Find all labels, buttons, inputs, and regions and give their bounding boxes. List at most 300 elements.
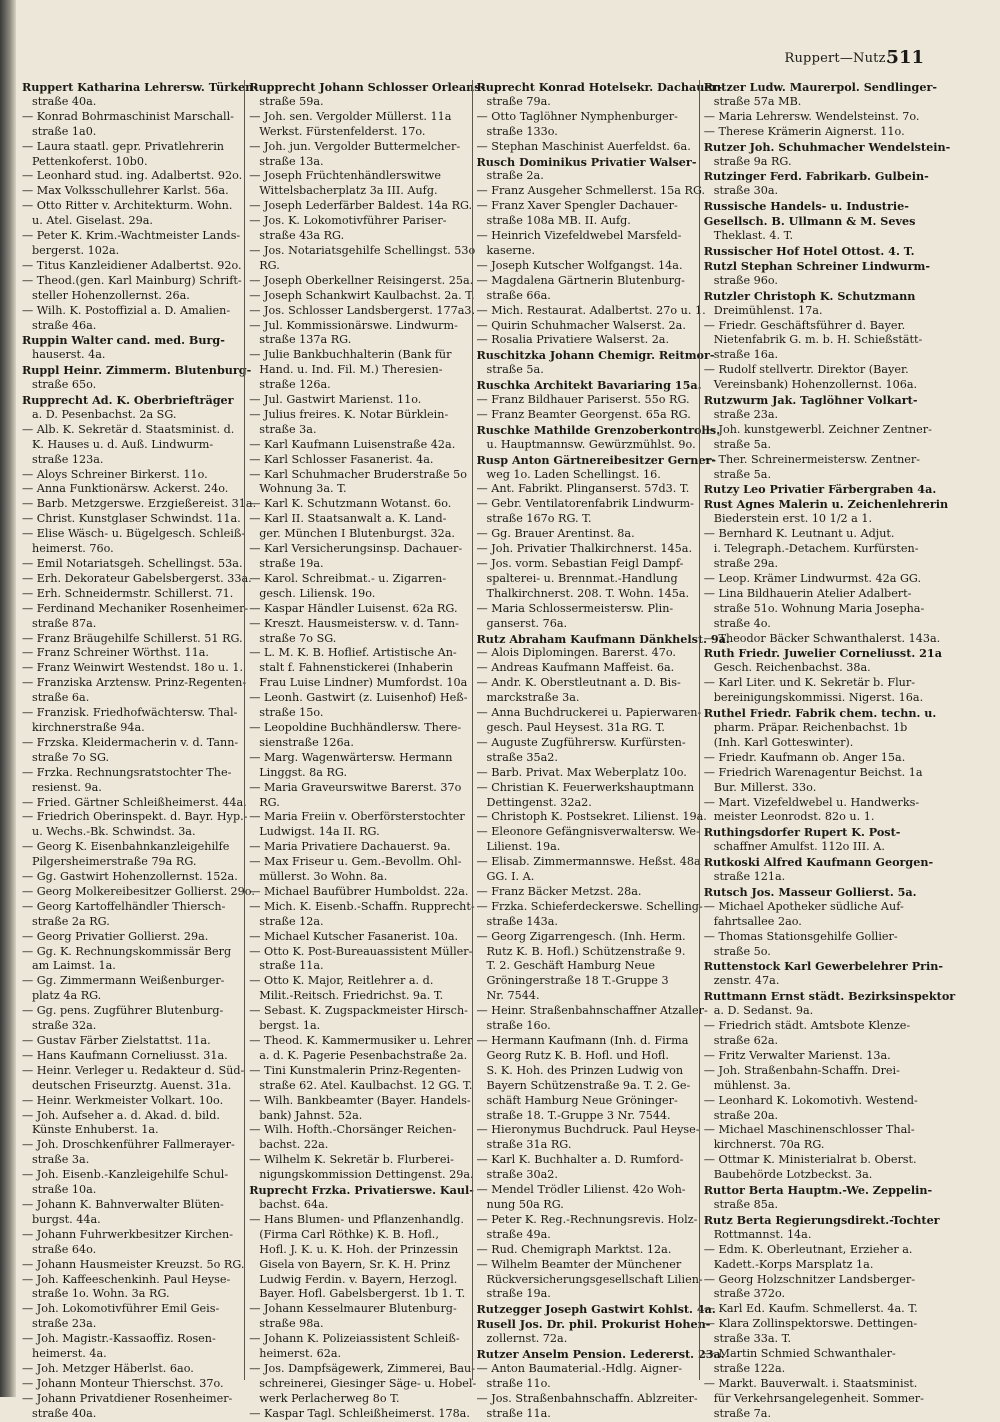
directory-line: straße 4o. (713, 616, 771, 630)
directory-line: — Mendel Trödler Lilienst. 42o Woh- (476, 1183, 686, 1197)
directory-line: Hand. u. Ind. Fil. M.) Theresien- (259, 363, 443, 377)
directory-line: — Michael Baufübrer Humboldst. 22a. (249, 884, 469, 898)
directory-line: spalterei- u. Brennmat.-Handlung (486, 571, 678, 585)
directory-line: — Rosalia Privatiere Walserst. 2a. (476, 333, 670, 347)
directory-line: bachst. 64a. (259, 1197, 329, 1211)
column-1 (18, 80, 258, 1420)
directory-line: — Joseph Kutscher Wolfgangst. 14a. (476, 258, 683, 272)
surname-entry: Rusp Anton Gärtnereibesitzer Gerner- (476, 452, 717, 467)
directory-line: straße 11o. (486, 1376, 551, 1390)
directory-line: straße 5a. (713, 437, 771, 451)
directory-line: — Michael Apotheker südliche Auf- (703, 899, 904, 913)
directory-line: — Theodor Bäcker Schwanthalerst. 143a. (703, 631, 941, 645)
directory-line: zollernst. 72a. (486, 1332, 568, 1346)
directory-line: — Michael Kutscher Fasanerist. 10a. (249, 929, 459, 943)
directory-line: straße 40a. (32, 94, 97, 108)
directory-line: straße 43a RG. (259, 229, 345, 243)
directory-line: — Franz Xaver Spengler Dachauer- (476, 199, 678, 213)
directory-line: — Quirin Schuhmacher Walserst. 2a. (476, 318, 686, 332)
surname-entry: Rutsch Jos. Masseur Gollierst. 5a. (703, 884, 917, 899)
directory-line: straße 12a. (259, 914, 324, 928)
directory-line: straße 126a. (259, 378, 331, 392)
surname-entry: Rutz Abraham Kaufmann Dänkhelst. 9a. (476, 631, 730, 646)
directory-line: straße 66a. (486, 288, 551, 302)
directory-line: sienstraße 126a. (259, 735, 354, 749)
directory-line: für Verkehrsangelegenheit. Sommer- (713, 1391, 924, 1405)
directory-line: deutschen Friseurztg. Auenst. 31a. (32, 1078, 232, 1092)
directory-line: — Frzska. Kleidermacherin v. d. Tann- (22, 735, 239, 749)
directory-line: straße 1a0. (32, 124, 97, 138)
directory-line: Rückversicherungsgesellschaft Lilien- (486, 1272, 703, 1286)
directory-line: zenstr. 47a. (713, 974, 780, 988)
directory-line: Theklast. 4. T. (713, 229, 794, 243)
directory-line: straße 7o SG. (32, 750, 110, 764)
directory-line: — Hieronymus Buchdruck. Paul Heyse- (476, 1123, 700, 1137)
directory-line: — Heinr. Verleger u. Redakteur d. Süd- (22, 1063, 245, 1077)
directory-line: — Martin Schmied Schwanthaler- (703, 1347, 896, 1361)
directory-line: — Hermann Kaufmann (Inh. d. Firma (476, 1034, 689, 1047)
directory-line: Linggst. 8a RG. (259, 765, 347, 779)
surname-entry: Rutzer Joh. Schuhmacher Wendelstein- (703, 139, 951, 154)
surname-entry: Ruschke Mathilde Grenzoberkontrolls. (476, 422, 721, 437)
directory-line: GG. I. A. (486, 870, 535, 884)
directory-line: — Marg. Wagenwärtersw. Hermann (249, 750, 453, 764)
directory-line: — Anna Funktionärsw. Ackerst. 24o. (22, 482, 229, 496)
directory-line: — Peter K. Reg.-Rechnungsrevis. Holz- (476, 1212, 698, 1226)
directory-line: — Franz Bäcker Metzst. 28a. (476, 884, 642, 898)
directory-line: — Joh. Metzger Häberlst. 6ao. (22, 1361, 194, 1375)
directory-line: — Jul. Kommissionärswe. Lindwurm- (249, 318, 458, 332)
directory-line: — Jos. Schlosser Landsbergerst. 177a3. (249, 303, 476, 317)
directory-line: — Gg. Zimmermann Weißenburger- (22, 974, 225, 988)
surname-entry: Ruppert Katharina Lehrersw. Türken- (22, 80, 258, 94)
directory-line: — Gg. pens. Zugführer Blutenburg- (22, 1004, 224, 1018)
directory-line: Werkst. Fürstenfelderst. 17o. (259, 124, 426, 138)
directory-line: — Joh. Straßenbahn-Schaffn. Drei- (703, 1063, 900, 1077)
directory-line: straße 62a. (713, 1034, 779, 1047)
directory-line: stalt f. Fahnenstickerei (Inhaberin (259, 661, 453, 675)
directory-line: straße 13a. (259, 154, 324, 168)
directory-line: — Aloys Schreiner Birkerst. 11o. (22, 467, 208, 481)
directory-line: hauserst. 4a. (32, 348, 106, 362)
directory-line: — Franziska Arztensw. Prinz-Regenten- (22, 676, 247, 690)
directory-line: straße 64o. (32, 1242, 97, 1256)
directory-line: fahrtsallee 2ao. (713, 914, 802, 928)
directory-line: (Firma Carl Röthke) K. B. Hofl., (259, 1227, 439, 1241)
directory-line: Milit.-Reitsch. Friedrichst. 9a. T. (259, 989, 444, 1003)
directory-line: — Joh. Privatier Thalkirchnerst. 145a. (476, 542, 693, 556)
directory-line: — Jos. Straßenbahnschaffn. Ablzreiter- (476, 1391, 698, 1405)
directory-line: a. d. K. Pagerie Pesenbachstraße 2a. (259, 1048, 468, 1062)
directory-line: straße 5a. (486, 363, 544, 377)
surname-entry: Ruschitzka Johann Chemigr. Reitmor- (476, 348, 715, 363)
directory-line: — Karl Schlosser Fasanerist. 4a. (249, 452, 434, 466)
directory-line: — Joseph Lederfärber Baldest. 14a RG. (249, 199, 473, 213)
directory-line: — Christian K. Feuerwerkshauptmann (476, 780, 695, 794)
directory-line: — Alois Diplomingen. Barerst. 47o. (476, 646, 676, 660)
directory-line: werk Perlacherweg 8o T. (259, 1391, 400, 1405)
directory-line: — Konrad Bohrmaschinist Marschall- (22, 109, 234, 123)
directory-line: a. D. Pesenbachst. 2a SG. (32, 407, 177, 421)
directory-line: — Michael Maschinenschlosser Thal- (703, 1123, 915, 1137)
directory-line: Pilgersheimerstraße 79a RG. (32, 855, 197, 869)
directory-line: — Klara Zollinspektorswe. Dettingen- (703, 1317, 918, 1331)
directory-line: — Leop. Krämer Lindwurmst. 42a GG. (703, 571, 922, 585)
directory-line: — Elise Wäsch- u. Bügelgesch. Schleiß- (22, 527, 246, 541)
surname-entry: Ruttor Berta Hauptm.-We. Zeppelin- (703, 1183, 933, 1198)
directory-line: — Jos. K. Lokomotivführer Pariser- (249, 214, 447, 228)
directory-line: — Joh. Kaffeeschenkinh. Paul Heyse- (22, 1272, 231, 1286)
directory-line: — Max Friseur u. Gem.-Bevollm. Ohl- (249, 855, 462, 869)
directory-line: straße 18. T.-Gruppe 3 Nr. 7544. (486, 1108, 671, 1122)
surname-entry: Rusell Jos. Dr. phil. Prokurist Hohen- (476, 1317, 711, 1332)
surname-entry: Rutzwurm Jak. Taglöhner Volkart- (703, 393, 918, 408)
directory-line: straße 143a. (486, 914, 558, 928)
directory-line: am Laimst. 1a. (32, 959, 116, 973)
directory-line: — Friedrich Warenagentur Beichst. 1a (703, 765, 923, 779)
surname-entry: Rutzinger Ferd. Fabrikarb. Gulbein- (703, 169, 929, 184)
surname-entry: Ruthingsdorfer Rupert K. Post- (703, 825, 901, 840)
surname-entry: Ruttmann Ernst städt. Bezirksinspektor (703, 989, 956, 1004)
directory-line: straße 62. Atel. Kaulbachst. 12 GG. T. (259, 1078, 473, 1092)
surname-entry: Ruttenstock Karl Gewerbelehrer Prin- (703, 959, 944, 974)
directory-line: straße 65o. (32, 378, 97, 392)
directory-line: straße 85a. (713, 1197, 779, 1211)
running-head: Ruppert—Nutz. (784, 51, 890, 66)
directory-line: — Georg Molkereibesitzer Gollierst. 29o. (22, 884, 255, 898)
directory-line: — Gebr. Ventilatorenfabrik Lindwurm- (476, 497, 694, 511)
directory-line: Baubehörde Lotzbeckst. 3a. (713, 1168, 873, 1182)
directory-line: — Leonh. Gastwirt (z. Luisenhof) Heß- (249, 691, 468, 705)
directory-line: — Georg K. Eisenbahnkanzleigehilfe (22, 840, 230, 854)
directory-line: i. Telegraph.-Detachem. Kurfürsten- (713, 542, 919, 556)
directory-line: straße 96o. (713, 273, 778, 287)
directory-line: — Johann Monteur Thierschst. 37o. (22, 1376, 224, 1390)
directory-line: — Karl Ed. Kaufm. Schmellerst. 4a. T. (703, 1302, 918, 1316)
directory-line: — Frzka. Schieferdeckerswe. Schelling- (476, 899, 703, 913)
directory-line: — Elisab. Zimmermannswe. Heßst. 48a (476, 855, 701, 869)
directory-line: — Friedr. Kaufmann ob. Anger 15a. (703, 750, 906, 764)
directory-line: straße 31a RG. (486, 1138, 572, 1152)
directory-line: Künste Enhuberst. 1a. (32, 1123, 159, 1137)
directory-line: u. Wechs.-Bk. Schwindst. 3a. (32, 825, 196, 839)
directory-line: Gesch. Reichenbachst. 38a. (713, 661, 871, 675)
directory-line: a. D. Sedanst. 9a. (713, 1004, 814, 1018)
directory-line: — Tini Kunstmalerin Prinz-Regenten- (249, 1063, 461, 1077)
directory-line: — Theod. K. Kammermusiker u. Lehrer (249, 1034, 473, 1047)
surname-entry: Ruprecht Konrad Hotelsekr. Dachauer- (476, 80, 723, 94)
directory-line: — Sebast. K. Zugspackmeister Hirsch- (249, 1004, 468, 1018)
directory-line: straße 59a. (259, 94, 324, 108)
directory-line: — Franz Bräugehilfe Schillerst. 51 RG. (22, 631, 243, 645)
directory-line: straße 79a. (486, 94, 551, 108)
directory-line: — Auguste Zugführersw. Kurfürsten- (476, 735, 686, 749)
directory-line: Pettenkoferst. 10b0. (32, 154, 148, 168)
surname-entry: Rutzegger Joseph Gastwirt Kohlst. 4a. (476, 1302, 716, 1317)
directory-line: — Franz Schreiner Wörthst. 11a. (22, 646, 209, 660)
column-4 (699, 80, 956, 1420)
directory-line: — Lina Bildhauerin Atelier Adalbert- (703, 586, 912, 600)
directory-line: — Wilh. Hofth.-Chorsänger Reichen- (249, 1123, 457, 1137)
directory-line: — Frzka. Rechnungsratstochter The- (22, 765, 232, 779)
directory-line: — Hans Kaufmann Corneliusst. 31a. (22, 1048, 228, 1062)
directory-line: Bur. Millerst. 33o. (713, 780, 817, 794)
directory-line: — Joh. sen. Vergolder Müllerst. 11a (249, 109, 452, 123)
directory-line: — Peter K. Krim.-Wachtmeister Lands- (22, 229, 241, 243)
directory-line: — Barb. Metzgerswe. Erzgießereist. 31a. (22, 497, 257, 511)
directory-line: straße 3a. (32, 1153, 90, 1167)
directory-line: ganserst. 76a. (486, 616, 568, 630)
directory-line: nung 50a RG. (486, 1197, 564, 1211)
directory-line: straße 46a. (32, 318, 97, 332)
directory-line: — Joh. Eisenb.-Kanzleigehilfe Schul- (22, 1168, 229, 1182)
directory-line: — Titus Kanzleidiener Adalbertst. 92o. (22, 258, 242, 272)
book-gutter (0, 0, 16, 1397)
directory-line: — Mich. Restaurat. Adalbertst. 27o u. 1. (476, 303, 706, 317)
directory-line: straße 11a. (486, 1406, 551, 1420)
directory-line: Wohnung 3a. T. (259, 482, 347, 496)
directory-line: pharm. Präpar. Reichenbachst. 1b (713, 720, 908, 734)
directory-line: heimerst. 4a. (32, 1347, 107, 1361)
directory-line: Georg Rutz K. B. Hofl. und Hofl. (486, 1048, 669, 1062)
directory-line: — Anna Buchdruckerei u. Papierwaren- (476, 706, 702, 720)
directory-line: — Gg. Brauer Arentinst. 8a. (476, 527, 635, 541)
directory-line: Thalkirchnerst. 208. T. Wohn. 145a. (486, 586, 690, 600)
directory-line: Rottmannst. 14a. (713, 1227, 812, 1241)
directory-line: straße 19a. (486, 1287, 551, 1301)
directory-line: RG. (259, 795, 280, 809)
page-header (0, 46, 1000, 72)
surname-entry: Rutzl Stephan Schreiner Lindwurm- (703, 258, 930, 273)
directory-line: straße 49a. (486, 1227, 551, 1241)
directory-line: resienst. 9a. (32, 780, 102, 794)
directory-line: gesch. Paul Heysest. 31a RG. T. (486, 720, 665, 734)
directory-line: — Julie Bankbuchhalterin (Bank für (249, 348, 452, 362)
directory-line: Gröningerstraße 18 T.-Gruppe 3 (486, 974, 669, 988)
directory-line: Kadett.-Korps Marsplatz 1a. (713, 1257, 874, 1271)
directory-line: — Andr. K. Oberstleutnant a. D. Bis- (476, 676, 681, 690)
directory-line: — Johann Privatdiener Rosenheimer- (22, 1391, 233, 1405)
directory-line: weg 1o. Laden Schellingst. 16. (486, 467, 661, 481)
directory-line: — Otto K. Major, Reitlehrer a. d. (249, 974, 434, 988)
directory-line: — Wilh. Bankbeamter (Bayer. Handels- (249, 1093, 471, 1107)
directory-line: — Friedr. Geschäftsführer d. Bayer. (703, 318, 906, 332)
surname-entry: Rusch Dominikus Privatier Walser- (476, 154, 697, 169)
directory-line: platz 4a RG. (32, 989, 102, 1003)
directory-line: straße 7a. (713, 1406, 771, 1420)
directory-line: straße 167o RG. T. (486, 512, 592, 526)
directory-line: — Julius freires. K. Notar Bürklein- (249, 407, 449, 421)
directory-line: schreinerei, Giesinger Säge- u. Hobel- (259, 1376, 477, 1390)
directory-line: — Jos. Dampfsägewerk, Zimmerei, Bau- (249, 1361, 475, 1375)
directory-line: bergerst. 102a. (32, 243, 120, 257)
directory-line: — Johann Fuhrwerkbesitzer Kirchen- (22, 1227, 234, 1241)
directory-line: — Emil Notariatsgeh. Schellingst. 53a. (22, 557, 243, 570)
directory-line: — Gg. Gastwirt Hohenzollernst. 152a. (22, 870, 238, 884)
directory-line: — Franz Ausgeher Schmellerst. 15a RG. (476, 184, 706, 198)
page-number: 511 (886, 47, 924, 68)
directory-line: — Friedrich städt. Amtsbote Klenze- (703, 1019, 911, 1033)
directory-line: — Maria Freiin v. Oberförsterstochter (249, 810, 465, 824)
directory-line: Bayer. Hofl. Gabelsbergerst. 1b 1. T. (259, 1287, 466, 1301)
directory-line: — Georg Kartoffelhändler Thiersch- (22, 899, 226, 913)
surname-entry: Rutzler Christoph K. Schutzmann (703, 288, 916, 303)
directory-line: — Gustav Färber Zielstattst. 11a. (22, 1034, 211, 1047)
directory-line: Bayern Schützenstraße 9a. T. 2. Ge- (486, 1078, 691, 1092)
directory-line: Vereinsbank) Hohenzollernst. 106a. (713, 378, 918, 392)
directory-line: straße 98a. (259, 1317, 324, 1331)
directory-line: Rutz K. B. Hofl.) Schützenstraße 9. (486, 944, 686, 958)
directory-line: straße 16o. (486, 1019, 551, 1033)
directory-line: — Fried. Gärtner Schleißheimerst. 44a. (22, 795, 247, 809)
directory-line: Nietenfabrik G. m. b. H. Schießstätt- (713, 333, 923, 347)
directory-line: straße 5o. (713, 944, 771, 958)
directory-line: (Inh. Karl Gotteswinter). (713, 735, 854, 749)
directory-line: — Karl K. Buchhalter a. D. Rumford- (476, 1153, 684, 1167)
directory-line: straße 7o SG. (259, 631, 337, 645)
directory-line: — Christ. Kunstglaser Schwindst. 11a. (22, 512, 241, 526)
directory-line: — Karl Liter. und K. Sekretär b. Flur- (703, 676, 916, 690)
directory-line: Biederstein erst. 10 1/2 a 1. (713, 512, 873, 526)
directory-line: kaserne. (486, 243, 536, 257)
directory-line: gesch. Liliensk. 19o. (259, 586, 376, 600)
directory-line: — Karol. Schreibmat.- u. Zigarren- (249, 571, 447, 585)
directory-line: — Maria Graveurswitwe Barerst. 37o (249, 780, 462, 794)
directory-line: bereinigungskommissi. Nigerst. 16a. (713, 691, 924, 705)
directory-columns (18, 80, 956, 1420)
surname-entry: Ruprecht Frzka. Privatierswe. Kaul- (249, 1183, 474, 1198)
surname-entry: Russische Handels- u. Industrie- (703, 199, 909, 214)
directory-line: u. Atel. Giselast. 29a. (32, 214, 153, 228)
directory-line: Ludwigst. 14a II. RG. (259, 825, 380, 839)
directory-line: — Max Volksschullehrer Karlst. 56a. (22, 184, 229, 198)
directory-line: Frau Luise Lindner) Mumfordst. 10a (259, 676, 468, 690)
directory-line: — Maria Schlossermeistersw. Plin- (476, 601, 674, 615)
directory-line: — Georg Holzschnitzer Landsberger- (703, 1272, 915, 1286)
surname-entry: Ruschka Architekt Bavariaring 15a. (476, 378, 702, 393)
directory-line: — Maria Lehrersw. Wendelsteinst. 7o. (703, 109, 920, 123)
surname-entry: Rupprecht Ad. K. Oberbriefträger (22, 393, 234, 408)
directory-line: straße 108a MB. II. Aufg. (486, 214, 631, 228)
directory-line: — Karl K. Schutzmann Wotanst. 6o. (249, 497, 452, 511)
directory-line: kirchnerstraße 94a. (32, 720, 145, 734)
surname-entry: Ruthel Friedr. Fabrik chem. techn. u. (703, 706, 937, 721)
directory-line: — Joh. Lokomotivführer Emil Geis- (22, 1302, 220, 1316)
directory-line: — Fritz Verwalter Marienst. 13a. (703, 1048, 891, 1062)
surname-entry: Rutzy Leo Privatier Färbergraben 4a. (703, 482, 937, 497)
directory-line: — Rudolf stellvertr. Direktor (Bayer. (703, 363, 909, 377)
directory-line: straße 15o. (259, 706, 324, 720)
directory-line: — Kreszt. Hausmeistersw. v. d. Tann- (249, 616, 459, 630)
directory-line: steller Hohenzollernst. 26a. (32, 288, 190, 302)
directory-line: nigungskommission Dettingenst. 29a. (259, 1168, 474, 1182)
directory-line: — Jos. Notariatsgehilfe Schellingst. 53o (249, 243, 476, 257)
directory-line: — Eleonore Gefängnisverwaltersw. We- (476, 825, 700, 839)
directory-line: — Jos. vorm. Sebastian Feigl Dampf- (476, 557, 684, 570)
directory-line: — Alb. K. Sekretär d. Staatsminist. d. (22, 422, 235, 436)
directory-line: — Joh. Aufseher a. d. Akad. d. bild. (22, 1108, 220, 1122)
directory-line: — Johann K. Bahnverwalter Blüten- (22, 1197, 224, 1211)
surname-entry: Ruth Friedr. Juwelier Corneliusst. 21a (703, 646, 942, 661)
directory-line: — Edm. K. Oberleutnant, Erzieher a. (703, 1242, 913, 1256)
directory-line: — Maria Privatiere Dachauerst. 9a. (249, 840, 451, 854)
directory-line: burgst. 44a. (32, 1212, 101, 1226)
directory-line: — Leopoldine Buchhändlersw. There- (249, 720, 462, 734)
directory-line: — Joseph Früchtenhändlerswitwe (249, 169, 441, 183)
directory-line: bank) Jahnst. 52a. (259, 1108, 363, 1122)
column-3 (472, 80, 730, 1420)
directory-line: — Kaspar Tagl. Schleißheimerst. 178a. (249, 1406, 470, 1420)
directory-line: marckstraße 3a. (486, 691, 580, 705)
directory-line: — Joh. Magistr.-Kassaoffiz. Rosen- (22, 1332, 216, 1346)
directory-line: straße 51o. Wohnung Maria Josepha- (713, 601, 925, 615)
directory-line: — Ferdinand Mechaniker Rosenheimer- (22, 601, 249, 615)
directory-line: — Johann K. Polizeiassistent Schleiß- (249, 1332, 460, 1346)
directory-line: straße 2a RG. (32, 914, 110, 928)
directory-line: straße 3a. (259, 422, 317, 436)
surname-entry: Rupprecht Johann Schlosser Orleans- (249, 80, 486, 94)
directory-line: straße 19a. (259, 557, 324, 570)
directory-line: — L. M. K. B. Hoflief. Artistische An- (249, 646, 457, 660)
directory-line: — Ottmar K. Ministerialrat b. Oberst. (703, 1153, 917, 1167)
directory-line: straße 2a. (486, 169, 544, 183)
directory-line: bergst. 1a. (259, 1019, 321, 1033)
directory-line: straße 57a MB. (713, 94, 802, 108)
directory-line: S. K. Hoh. des Prinzen Ludwig von (486, 1063, 684, 1077)
directory-line: — Heinrich Vizefeldwebel Marsfeld- (476, 229, 682, 243)
directory-line: — Ther. Schreinermeistersw. Zentner- (703, 452, 921, 466)
directory-line: — Georg Zigarrengesch. (Inh. Herm. (476, 929, 686, 943)
directory-line: — Stephan Maschinist Auerfeldst. 6a. (476, 139, 691, 153)
directory-line: — Leonhard stud. ing. Adalbertst. 92o. (22, 169, 243, 183)
directory-line: — Gg. K. Rechnungskommissär Berg (22, 944, 232, 958)
directory-line: Hofl. J. K. u. K. Hoh. der Prinzessin (259, 1242, 459, 1256)
directory-line: — Karl Schuhmacher Bruderstraße 5o (249, 467, 467, 481)
directory-line: straße 11a. (259, 959, 324, 973)
directory-line: — Laura staatl. gepr. Privatlehrerin (22, 139, 225, 153)
directory-line: straße 23a. (713, 407, 779, 421)
directory-line: straße 137a RG. (259, 333, 352, 347)
directory-line: T. 2. Geschäft Hamburg Neue (486, 959, 655, 973)
directory-line: straße 9a RG. (713, 154, 792, 168)
directory-line: — Otto K. Post-Bureauassistent Müller- (249, 944, 473, 958)
directory-line: — Therese Krämerin Aignerst. 11o. (703, 124, 905, 138)
directory-line: — Bernhard K. Leutnant u. Adjut. (703, 527, 895, 541)
directory-line: heimerst. 62a. (259, 1347, 342, 1361)
surname-entry: Rutzer Ludw. Maurerpol. Sendlinger- (703, 80, 937, 94)
directory-line: RG. (259, 258, 280, 272)
directory-line: schaffner Amulfst. 112o III. A. (713, 840, 885, 854)
directory-line: u. Hauptmannsw. Gewürzmühlst. 9o. (486, 437, 696, 451)
directory-line: — Franz Bildhauer Pariserst. 55o RG. (476, 393, 690, 407)
surname-entry: Rutkoski Alfred Kaufmann Georgen- (703, 855, 934, 870)
directory-line: heimerst. 76o. (32, 542, 114, 556)
directory-line: straße 23a. (32, 1317, 97, 1331)
directory-line: Ludwig Ferdin. v. Bayern, Herzogl. (259, 1272, 458, 1286)
directory-line: — Franz Weinwirt Westendst. 18o u. 1. (22, 661, 244, 675)
directory-line: straße 30a2. (486, 1168, 558, 1182)
directory-line: — Otto Taglöhner Nymphenburger- (476, 109, 678, 123)
directory-line: — Andreas Kaufmann Maffeist. 6a. (476, 661, 675, 675)
directory-line: straße 1o. Wohn. 3a RG. (32, 1287, 170, 1301)
directory-line: — Joseph Oberkellner Reisingerst. 25a. (249, 273, 474, 287)
directory-line: straße 372o. (713, 1287, 786, 1301)
directory-line: straße 6a. (32, 691, 90, 705)
directory-line: — Franzisk. Friedhofwächtersw. Thal- (22, 706, 238, 720)
directory-line: — Thomas Stationsgehilfe Gollier- (703, 929, 898, 943)
directory-line: — Wilh. K. Postoffizial a. D. Amalien- (22, 303, 231, 317)
directory-line: — Rud. Chemigraph Marktst. 12a. (476, 1242, 672, 1256)
